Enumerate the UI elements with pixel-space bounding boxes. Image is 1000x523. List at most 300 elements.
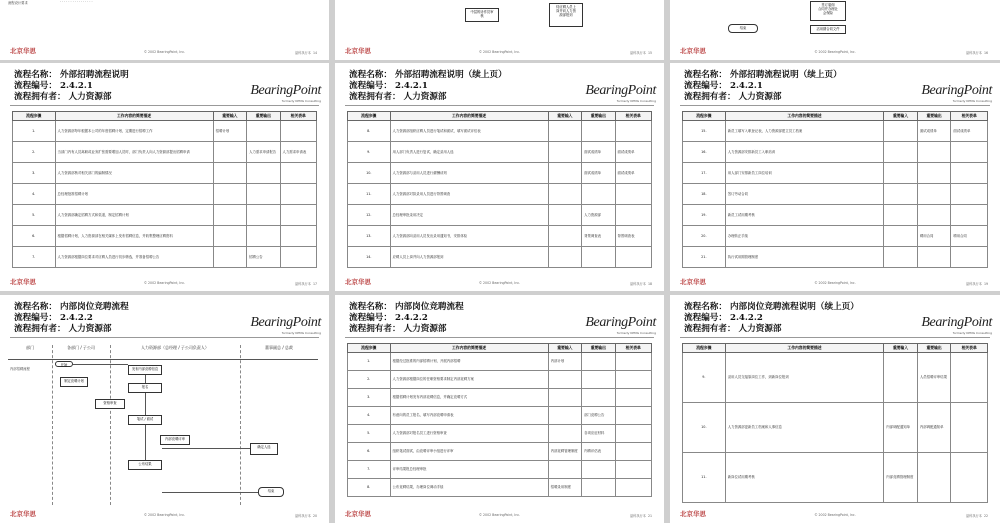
slide [335, 63, 664, 291]
slide-top-left [0, 0, 329, 60]
table-cell: 10. [683, 403, 726, 453]
table-cell: 面试成绩单 [582, 142, 615, 163]
brand-logo: 北京华思 [10, 510, 36, 518]
bearingpoint-logo [250, 83, 321, 103]
column-header: 工作内容的简要描述 [725, 112, 884, 121]
table-cell [548, 425, 581, 443]
page-number: 16 [983, 51, 988, 55]
table-cell [615, 353, 651, 371]
slide-footer [678, 509, 992, 519]
page-number: 14 [312, 51, 317, 55]
table-cell: 8. [348, 479, 391, 497]
table-header-row [683, 112, 988, 121]
flow-box: 报名 [128, 383, 162, 393]
table-cell: 用人部门负责人进行复试，确定录用人选 [390, 142, 548, 163]
slide [335, 295, 664, 523]
table-cell: 新员工试用期考核 [725, 205, 884, 226]
table-cell [951, 184, 988, 205]
table-cell [280, 163, 316, 184]
column-header: 相关表单 [951, 112, 988, 121]
table-cell: 16. [683, 142, 726, 163]
process-code: 流程编号： 2.4.2.2 [684, 313, 763, 323]
table-cell: 人力资源部根据岗位的任职资格要求制定内部竞聘方案 [390, 371, 548, 389]
flow-box: 发布内部竞聘信息 [128, 365, 162, 375]
table-cell [548, 226, 581, 247]
table-cell: 内部竞聘管理制度 [884, 453, 918, 503]
table-cell: 人力资源部与录用人员进行薪酬谈判 [390, 163, 548, 184]
table-cell [951, 163, 988, 184]
column-header: 重要输出 [582, 112, 615, 121]
page-number: 17 [312, 282, 317, 286]
table-cell [615, 461, 651, 479]
table-cell: 11. [348, 184, 391, 205]
flow-box: 公布结果 [128, 460, 162, 470]
table-cell: 人力资源部安排新员工入职培训 [725, 142, 884, 163]
table-cell: 7. [13, 247, 56, 268]
page-number: 20 [312, 514, 317, 518]
table-cell: 内部调配通知单 [917, 403, 951, 453]
table-cell: 10. [348, 163, 391, 184]
copyright: © 2002 BearingPoint, Inc. [143, 50, 186, 54]
table-cell: 聘用合同 [917, 226, 951, 247]
table-cell: 人力资源部对报名员工进行资格审查 [390, 425, 548, 443]
table-cell [548, 142, 581, 163]
text-column: · · · · · · · · · · · · · · · · [60, 0, 93, 4]
slide-footer [343, 46, 656, 56]
column-header: 重要输入 [884, 344, 918, 353]
table-row [348, 163, 652, 184]
table-row [683, 184, 988, 205]
column-header: 相关表单 [280, 112, 316, 121]
slide-footer [678, 46, 992, 56]
lane-header-line [8, 359, 318, 360]
table-cell: 新员工填写入职登记表，人力资源部建立员工档案 [725, 121, 884, 142]
table-cell: 根据招聘计划发布内部竞聘信息，并确定竞聘方式 [390, 389, 548, 407]
table-cell [582, 479, 615, 497]
table-cell [548, 461, 581, 479]
table-cell: 背景调查表 [615, 226, 651, 247]
table-cell [615, 425, 651, 443]
table-cell: 面试成绩单 [615, 142, 651, 163]
flow-box: 活用期合同文件 [810, 25, 846, 34]
table-cell: 7. [348, 461, 391, 479]
table-row [13, 226, 317, 247]
slide [670, 295, 1000, 523]
table-cell [213, 163, 246, 184]
slide-footer [343, 277, 656, 287]
table-cell [247, 205, 280, 226]
table-cell: 部门竞聘公告 [582, 407, 615, 425]
table-cell [917, 453, 951, 503]
table-cell: 内聘评估表 [582, 443, 615, 461]
table-cell: 面试成绩单 [951, 121, 988, 142]
connector [145, 393, 146, 415]
table-row [348, 407, 652, 425]
table-row [348, 247, 652, 268]
table-cell: 2. [13, 142, 56, 163]
column-header: 流程步骤 [348, 344, 391, 353]
process-owner: 流程拥有者： 人力资源部 [684, 92, 782, 102]
divider [680, 337, 990, 338]
table-row [348, 461, 652, 479]
table-cell: 9. [683, 353, 726, 403]
footer-label: 晶科执行本 [629, 51, 646, 55]
table-cell: 11. [683, 453, 726, 503]
table-cell: 人力资源部核对相关部门的编制情况 [55, 163, 213, 184]
connector [145, 425, 146, 460]
process-table [347, 111, 652, 268]
divider [10, 105, 319, 106]
process-title: 流程名称： 外部招聘流程说明（续上页） [349, 70, 507, 80]
table-row [13, 163, 317, 184]
table-row [683, 121, 988, 142]
table-cell: 内部调配通知单 [884, 403, 918, 453]
divider [345, 337, 654, 338]
process-code: 流程编号： 2.4.2.2 [349, 313, 428, 323]
table-cell: 13. [348, 226, 391, 247]
copyright: © 2002 BearingPoint, Inc. [814, 50, 856, 54]
swimlane-header: 部门 [26, 345, 34, 350]
table-cell [884, 247, 918, 268]
table-cell: 人力需求申请表 [280, 142, 316, 163]
side-label: 流程设计要求 [8, 1, 28, 5]
table-cell: 18. [683, 184, 726, 205]
table-header-row [348, 112, 652, 121]
table-cell [548, 184, 581, 205]
table-cell [884, 121, 918, 142]
table-cell: 面试成绩单 [615, 163, 651, 184]
flow-box: 制定竞聘计划 [60, 377, 88, 387]
table-row [348, 443, 652, 461]
table-cell: 人力资源部向录用人员发出录用通知书，安排体检 [390, 226, 548, 247]
process-title: 流程名称： 内部岗位竞聘流程说明（续上页） [684, 302, 859, 312]
slide-footer [8, 509, 321, 519]
table-cell: 8. [348, 121, 391, 142]
table-cell [884, 163, 918, 184]
flow-box: 内部竞聘评审 [160, 435, 190, 445]
table-cell: 人力需求申请报告 [247, 142, 280, 163]
table-cell: 录用人员交接原岗位工作，到新岗位报到 [725, 353, 884, 403]
logo-text: BearingPoint [250, 315, 321, 330]
table-cell: 办理转正手续 [725, 226, 884, 247]
table-row [683, 163, 988, 184]
table-cell [884, 353, 918, 403]
process-owner: 流程拥有者： 人力资源部 [14, 92, 112, 102]
table-cell [615, 205, 651, 226]
process-title: 流程名称： 外部招聘流程说明 [14, 70, 129, 80]
logo-text: BearingPoint [250, 83, 321, 98]
swimlane-divider [52, 345, 53, 505]
table-cell [951, 205, 988, 226]
page-number: 18 [647, 282, 652, 286]
flow-box: 待应聘人员上 岗并向人力资 源部报到 [549, 3, 583, 27]
connector [145, 375, 146, 383]
column-header: 流程步骤 [13, 112, 56, 121]
footer-label: 晶科执行本 [629, 514, 646, 518]
table-row [683, 453, 988, 503]
table-cell [280, 205, 316, 226]
divider [345, 105, 654, 106]
table-cell: 1. [348, 353, 391, 371]
table-row [13, 121, 317, 142]
table-cell [213, 226, 246, 247]
table-header-row [683, 344, 988, 353]
table-cell [951, 453, 988, 503]
table-cell [615, 184, 651, 205]
table-cell: 根据招聘计划，人力资源部在相关媒体上发布招聘信息，并收集整理应聘资料 [55, 226, 213, 247]
table-cell [884, 184, 918, 205]
connector [73, 364, 128, 365]
table-cell [951, 403, 988, 453]
brand-logo: 北京华思 [10, 47, 36, 55]
logo-subtext: formerly KPMG Consulting [616, 99, 656, 103]
process-code: 流程编号： 2.4.2.2 [14, 313, 93, 323]
slide [670, 63, 1000, 291]
logo-text: BearingPoint [921, 315, 992, 330]
table-row [348, 121, 652, 142]
table-cell: 人力资源部 [582, 205, 615, 226]
column-header: 工作内容的简要描述 [390, 112, 548, 121]
table-cell: 当部门内有人员离职或业务扩张需要增加人员时，部门负责人向人力资源部提出招聘申请 [55, 142, 213, 163]
table-cell: 签订劳动合同 [725, 184, 884, 205]
table-cell: 应聘人员上岗并向人力资源部报到 [390, 247, 548, 268]
logo-text: BearingPoint [585, 315, 656, 330]
process-owner: 流程拥有者： 人力资源部 [14, 324, 112, 334]
table-cell [280, 121, 316, 142]
page-number: 22 [983, 514, 988, 518]
brand-logo: 北京华思 [680, 510, 706, 518]
swimlane-divider [110, 345, 111, 505]
table-row [13, 247, 317, 268]
table-cell [917, 184, 951, 205]
column-header: 流程步骤 [683, 112, 726, 121]
table-cell: 人力资源部每年根据本公司的年度招聘计划，定期进行招聘工作 [55, 121, 213, 142]
connector [162, 448, 250, 449]
table-cell: 新岗位试用期考核 [725, 453, 884, 503]
copyright: © 2002 BearingPoint, Inc. [478, 281, 521, 285]
bearingpoint-logo [585, 315, 656, 335]
table-cell: 5. [348, 425, 391, 443]
table-row [348, 479, 652, 497]
table-cell: 4. [348, 407, 391, 425]
column-header: 重要输入 [884, 112, 918, 121]
swimlane-divider [240, 345, 241, 505]
brand-logo: 北京华思 [680, 47, 706, 55]
table-cell [548, 163, 581, 184]
table-cell [213, 184, 246, 205]
divider [10, 337, 319, 338]
table-row [683, 403, 988, 453]
table-cell: 19. [683, 205, 726, 226]
table-cell [917, 247, 951, 268]
bearingpoint-logo [921, 315, 992, 335]
table-cell [615, 407, 651, 425]
flow-box: 笔试 / 面试 [128, 415, 162, 425]
table-cell: 3. [348, 389, 391, 407]
footer-label: 晶科执行本 [294, 282, 311, 286]
table-cell [615, 479, 651, 497]
brand-logo: 北京华思 [10, 278, 36, 286]
table-row [683, 353, 988, 403]
flow-box: 结束 [258, 487, 284, 497]
column-header: 重要输出 [917, 112, 951, 121]
column-header: 流程步骤 [683, 344, 726, 353]
table-row [13, 142, 317, 163]
bearingpoint-logo [585, 83, 656, 103]
process-code: 流程编号： 2.4.2.1 [14, 81, 93, 91]
table-cell [582, 389, 615, 407]
connector [162, 492, 258, 493]
table-cell [280, 226, 316, 247]
table-cell: 面试成绩单 [917, 121, 951, 142]
column-header: 工作内容的简要描述 [725, 344, 884, 353]
table-cell [917, 205, 951, 226]
logo-subtext: formerly KPMG Consulting [281, 331, 321, 335]
process-owner: 流程拥有者： 人力资源部 [349, 92, 447, 102]
table-row [348, 142, 652, 163]
table-row [683, 142, 988, 163]
table-row [13, 184, 317, 205]
table-cell: 招聘公告 [247, 247, 280, 268]
process-title: 流程名称： 外部招聘流程说明（续上页） [684, 70, 842, 80]
table-cell: 6. [348, 443, 391, 461]
footer-label: 晶科执行本 [965, 282, 982, 286]
table-cell: 用人部门安排新员工岗位培训 [725, 163, 884, 184]
bearingpoint-logo [921, 83, 992, 103]
flow-box: 中层的协作员审 核 [465, 8, 499, 22]
logo-text: BearingPoint [585, 83, 656, 98]
table-row [348, 389, 652, 407]
column-header: 工作内容的简要描述 [390, 344, 548, 353]
copyright: © 2002 BearingPoint, Inc. [143, 513, 186, 517]
table-cell [548, 121, 581, 142]
process-title: 流程名称： 内部岗位竞聘流程 [349, 302, 464, 312]
table-cell: 执行试用期管理制度 [725, 247, 884, 268]
column-header: 相关表单 [615, 112, 651, 121]
table-row [683, 205, 988, 226]
copyright: © 2002 BearingPoint, Inc. [814, 513, 856, 517]
table-cell: 根据经过批准的内部招聘计划，开展内部招聘 [390, 353, 548, 371]
table-cell: 4. [13, 184, 56, 205]
process-owner: 流程拥有者： 人力资源部 [349, 324, 447, 334]
table-cell: 组织笔试面试，由竞聘评审小组进行评审 [390, 443, 548, 461]
table-cell [548, 389, 581, 407]
flow-box: 确定人选 [250, 443, 278, 455]
process-table [12, 111, 317, 268]
logo-subtext: formerly KPMG Consulting [952, 331, 992, 335]
table-cell [213, 205, 246, 226]
logo-text: BearingPoint [921, 83, 992, 98]
table-cell: 17. [683, 163, 726, 184]
table-cell [582, 371, 615, 389]
table-cell: 评审结果报总经理审批 [390, 461, 548, 479]
table-cell: 公布竞聘结果，办理岗位调动手续 [390, 479, 548, 497]
column-header: 重要输出 [917, 344, 951, 353]
table-cell: 人力资源部更新员工档案和人事信息 [725, 403, 884, 453]
table-cell [884, 142, 918, 163]
flow-box: 资格审查 [95, 399, 125, 409]
table-cell [280, 184, 316, 205]
table-cell [951, 247, 988, 268]
table-cell: 各项应征材料 [582, 425, 615, 443]
slide [0, 63, 329, 291]
table-cell [615, 389, 651, 407]
divider [680, 105, 990, 106]
table-cell [884, 226, 918, 247]
table-cell: 人力资源部根据岗位要求对应聘人员进行初步筛选，并准备招聘公告 [55, 247, 213, 268]
side-label: 内部招聘流程 [10, 367, 30, 371]
bearingpoint-logo [250, 315, 321, 335]
brand-logo: 北京华思 [345, 278, 371, 286]
table-cell: 聘用合同 [951, 226, 988, 247]
table-cell: 招聘计划 [213, 121, 246, 142]
table-cell [548, 247, 581, 268]
table-cell [548, 205, 581, 226]
flow-box: 签订雇佣 合同并办理社 会保险 [810, 1, 846, 21]
table-cell: 背景调查表 [582, 226, 615, 247]
table-row [348, 205, 652, 226]
logo-subtext: formerly KPMG Consulting [952, 99, 992, 103]
table-cell [951, 142, 988, 163]
page-number: 15 [647, 51, 652, 55]
table-cell: 12. [348, 205, 391, 226]
column-header: 重要输入 [213, 112, 246, 121]
process-code: 流程编号： 2.4.2.1 [684, 81, 763, 91]
slide-footer [8, 277, 321, 287]
footer-label: 晶科执行本 [965, 514, 982, 518]
table-cell [247, 184, 280, 205]
table-cell: 3. [13, 163, 56, 184]
table-cell: 14. [348, 247, 391, 268]
column-header: 重要输入 [548, 344, 581, 353]
slide-top-middle [335, 0, 664, 60]
process-owner: 流程拥有者： 人力资源部 [684, 324, 782, 334]
table-cell: 招聘录用制度 [548, 479, 581, 497]
column-header: 重要输出 [247, 112, 280, 121]
footer-label: 晶科执行本 [294, 51, 311, 55]
table-cell: 5. [13, 205, 56, 226]
slide-footer [678, 277, 992, 287]
column-header: 工作内容的简要描述 [55, 112, 213, 121]
table-cell [247, 121, 280, 142]
table-cell [548, 407, 581, 425]
table-cell: 2. [348, 371, 391, 389]
table-cell: 9. [348, 142, 391, 163]
table-cell [280, 247, 316, 268]
table-cell: 总经理审批录用决定 [390, 205, 548, 226]
table-row [348, 184, 652, 205]
table-cell [884, 205, 918, 226]
table-cell: 人力资源部组织应聘人员进行笔试和面试，填写面试评估表 [390, 121, 548, 142]
logo-subtext: formerly KPMG Consulting [616, 331, 656, 335]
table-row [683, 247, 988, 268]
slide [0, 295, 329, 523]
table-cell [247, 163, 280, 184]
column-header: 相关表单 [615, 344, 651, 353]
table-cell [615, 443, 651, 461]
table-row [348, 425, 652, 443]
table-cell [582, 184, 615, 205]
table-header-row [13, 112, 317, 121]
table-cell [951, 353, 988, 403]
table-cell [582, 353, 615, 371]
swimlane-header: 人力资源部（总经理 / 子公司负责人） [141, 345, 209, 350]
table-cell: 面试成绩单 [582, 163, 615, 184]
process-title: 流程名称： 内部岗位竞聘流程 [14, 302, 129, 312]
brand-logo: 北京华思 [680, 278, 706, 286]
flow-box: 开始 [55, 361, 73, 367]
table-row [348, 226, 652, 247]
